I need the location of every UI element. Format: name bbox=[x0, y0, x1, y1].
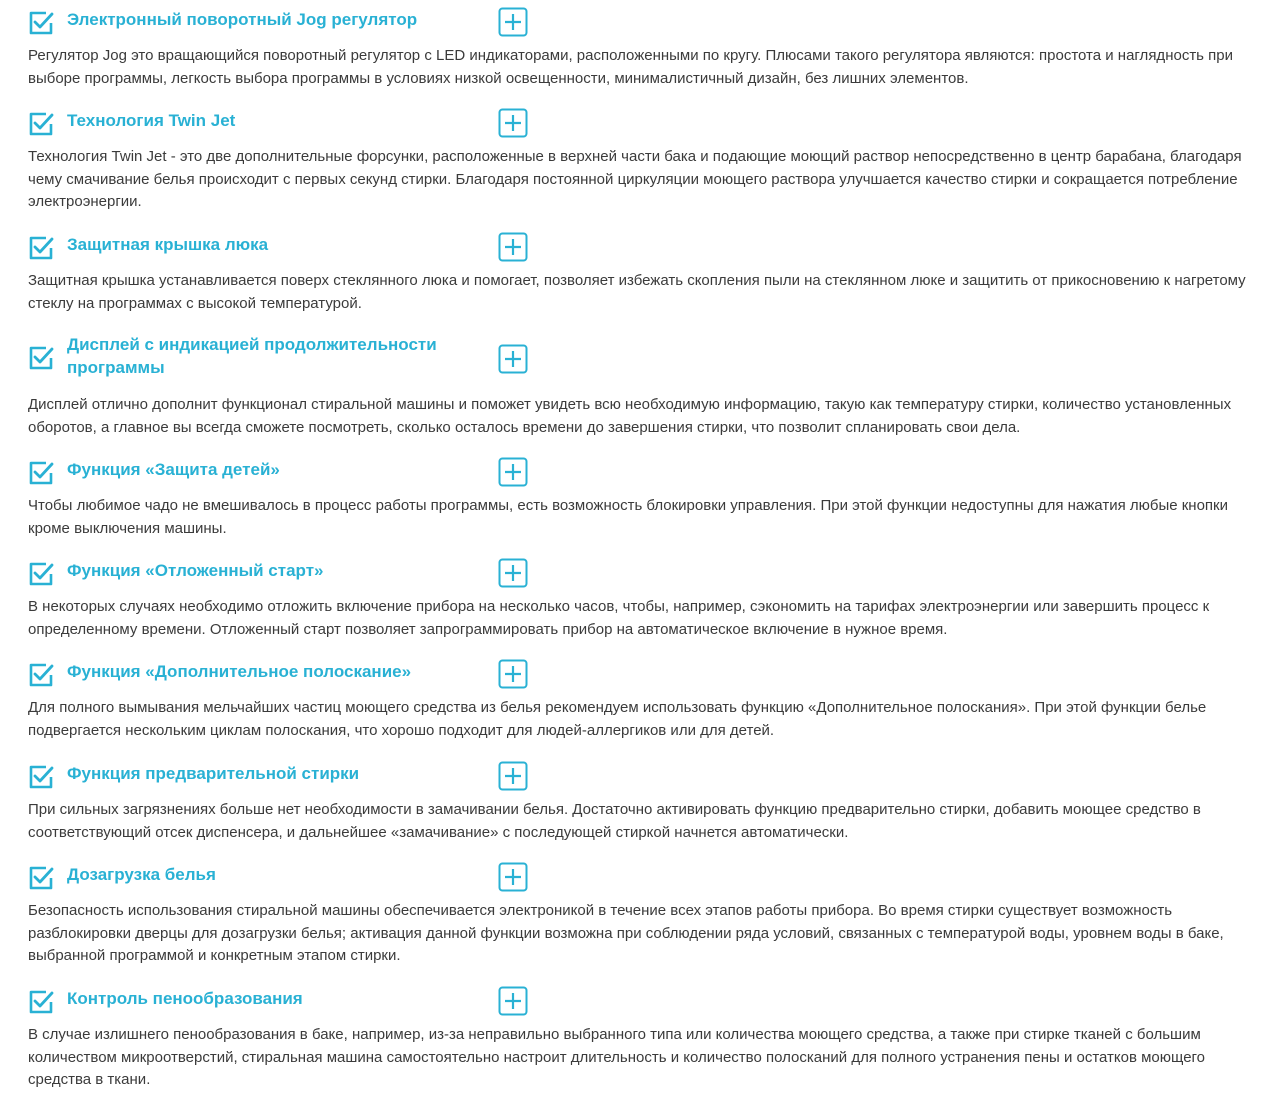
feature-description: Защитная крышка устанавливается поверх стеклянного люка и помогает, позволяет избежать скопления пыли на стеклянном люке и защитить от прикосновению к нагретому стеклу на программах с высокой температурой. bbox=[28, 272, 1246, 312]
plus-square-icon[interactable] bbox=[498, 862, 528, 892]
plus-square-icon[interactable] bbox=[498, 457, 528, 487]
feature-header[interactable] bbox=[0, 986, 1271, 1016]
checkbox-checked-icon bbox=[28, 662, 54, 688]
feature-description: В случае излишнего пенообразования в баке, например, из-за неправильно выбранного типа или количества моющего средства, а также при стирке тканей с большим количеством микроотверстий, стиральная машина самостоятельно настроит длительность и количество полосканий для полного устранения пены и остатков моющего средства в ткани. bbox=[28, 1026, 1206, 1088]
plus-square-icon[interactable] bbox=[498, 558, 528, 588]
feature-title: Функция предварительной стирки bbox=[67, 764, 360, 783]
feature-description: Дисплей отлично дополнит функционал стиральной машины и поможет увидеть всю необходимую информацию, такую как температуру стирки, количество установленных оборотов, а главное вы всегда сможете посмотреть, сколько осталось времени до завершения стирки, что позволит спланировать свои дела. bbox=[28, 396, 1232, 436]
feature-header[interactable] bbox=[0, 761, 1271, 791]
feature-description: В некоторых случаях необходимо отложить включение прибора на несколько часов, чтобы, например, сэкономить на тарифах электроэнергии или завершить процесс к определенному времени. Отложенный старт позволяет запрограммировать прибор на автоматическое включение в нужное время. bbox=[28, 598, 1210, 638]
checkbox-checked-icon bbox=[28, 561, 54, 587]
checkbox-checked-icon bbox=[28, 989, 54, 1015]
checkbox-checked-icon bbox=[28, 460, 54, 486]
plus-square-icon[interactable] bbox=[498, 232, 528, 262]
feature-header[interactable] bbox=[0, 108, 1271, 138]
plus-square-icon[interactable] bbox=[498, 344, 528, 374]
feature-title: Функция «Отложенный старт» bbox=[67, 561, 324, 580]
plus-square-icon[interactable] bbox=[498, 7, 528, 37]
feature-title: Функция «Дополнительное полоскание» bbox=[67, 662, 412, 681]
feature-header[interactable] bbox=[0, 862, 1271, 892]
plus-square-icon[interactable] bbox=[498, 986, 528, 1016]
plus-square-icon[interactable] bbox=[498, 659, 528, 689]
feature-description: Регулятор Jog это вращающийся поворотный регулятор с LED индикаторами, расположенными по кругу. Плюсами такого регулятора являются: простота и наглядность при выборе программы, легкость выбора программы в условиях низкой освещенности, минималистичный дизайн, без лишних элементов. bbox=[28, 47, 1234, 87]
feature-title: Электронный поворотный Jog регулятор bbox=[67, 10, 418, 29]
feature-header[interactable] bbox=[0, 457, 1271, 487]
checkbox-checked-icon bbox=[28, 865, 54, 891]
feature-description: Технология Twin Jet - это две дополнительные форсунки, расположенные в верхней части бака и подающие моющий раствор непосредственно в центр барабана, благодаря чему смачивание белья происходит с первых секунд стирки. Благодаря постоянной циркуляции моющего раствора улучшается качество стирки и сокращается потребление электроэнергии. bbox=[28, 148, 1242, 210]
checkbox-checked-icon bbox=[28, 111, 54, 137]
checkbox-checked-icon bbox=[28, 345, 54, 371]
feature-header[interactable] bbox=[0, 659, 1271, 689]
feature-title: Контроль пенообразования bbox=[67, 989, 303, 1008]
feature-header[interactable] bbox=[0, 333, 1271, 381]
feature-header[interactable] bbox=[0, 7, 1271, 37]
feature-description: При сильных загрязнениях больше нет необходимости в замачивании белья. Достаточно активировать функцию предварительно стирки, добавить моющее средство в соответствующий отсек диспенсера, и дальнейшее «замачивание» с последующей стиркой начнется автоматически. bbox=[28, 801, 1201, 841]
checkbox-checked-icon bbox=[28, 764, 54, 790]
feature-title: Дисплей с индикацией продолжительности программы bbox=[67, 335, 437, 377]
feature-description: Чтобы любимое чадо не вмешивалось в процесс работы программы, есть возможность блокировки управления. При этой функции недоступны для нажатия любые кнопки кроме выключения машины. bbox=[28, 497, 1228, 537]
checkbox-checked-icon bbox=[28, 10, 54, 36]
feature-description: Для полного вымывания мельчайших частиц моющего средства из белья рекомендуем использовать функцию «Дополнительное полоскания». При этой функции белье подвергается нескольким циклам полоскания, что хорошо подходит для людей-аллергиков или для детей. bbox=[28, 699, 1207, 739]
feature-description: Безопасность использования стиральной машины обеспечивается электроникой в течение всех этапов работы прибора. Во время стирки существует возможность разблокировки дверцы для дозагрузки белья; активация данной функции возможна при соблюдении ряда условий, связанных с температурой воды, уровнем воды в баке, выбранной программой и конкретным этапом стирки. bbox=[28, 902, 1224, 964]
feature-title: Функция «Защита детей» bbox=[67, 460, 280, 479]
plus-square-icon[interactable] bbox=[498, 761, 528, 791]
plus-square-icon[interactable] bbox=[498, 108, 528, 138]
feature-header[interactable] bbox=[0, 232, 1271, 262]
feature-header[interactable] bbox=[0, 558, 1271, 588]
feature-title: Защитная крышка люка bbox=[67, 235, 269, 254]
feature-title: Технология Twin Jet bbox=[67, 111, 236, 130]
feature-title: Дозагрузка белья bbox=[67, 865, 216, 884]
checkbox-checked-icon bbox=[28, 235, 54, 261]
